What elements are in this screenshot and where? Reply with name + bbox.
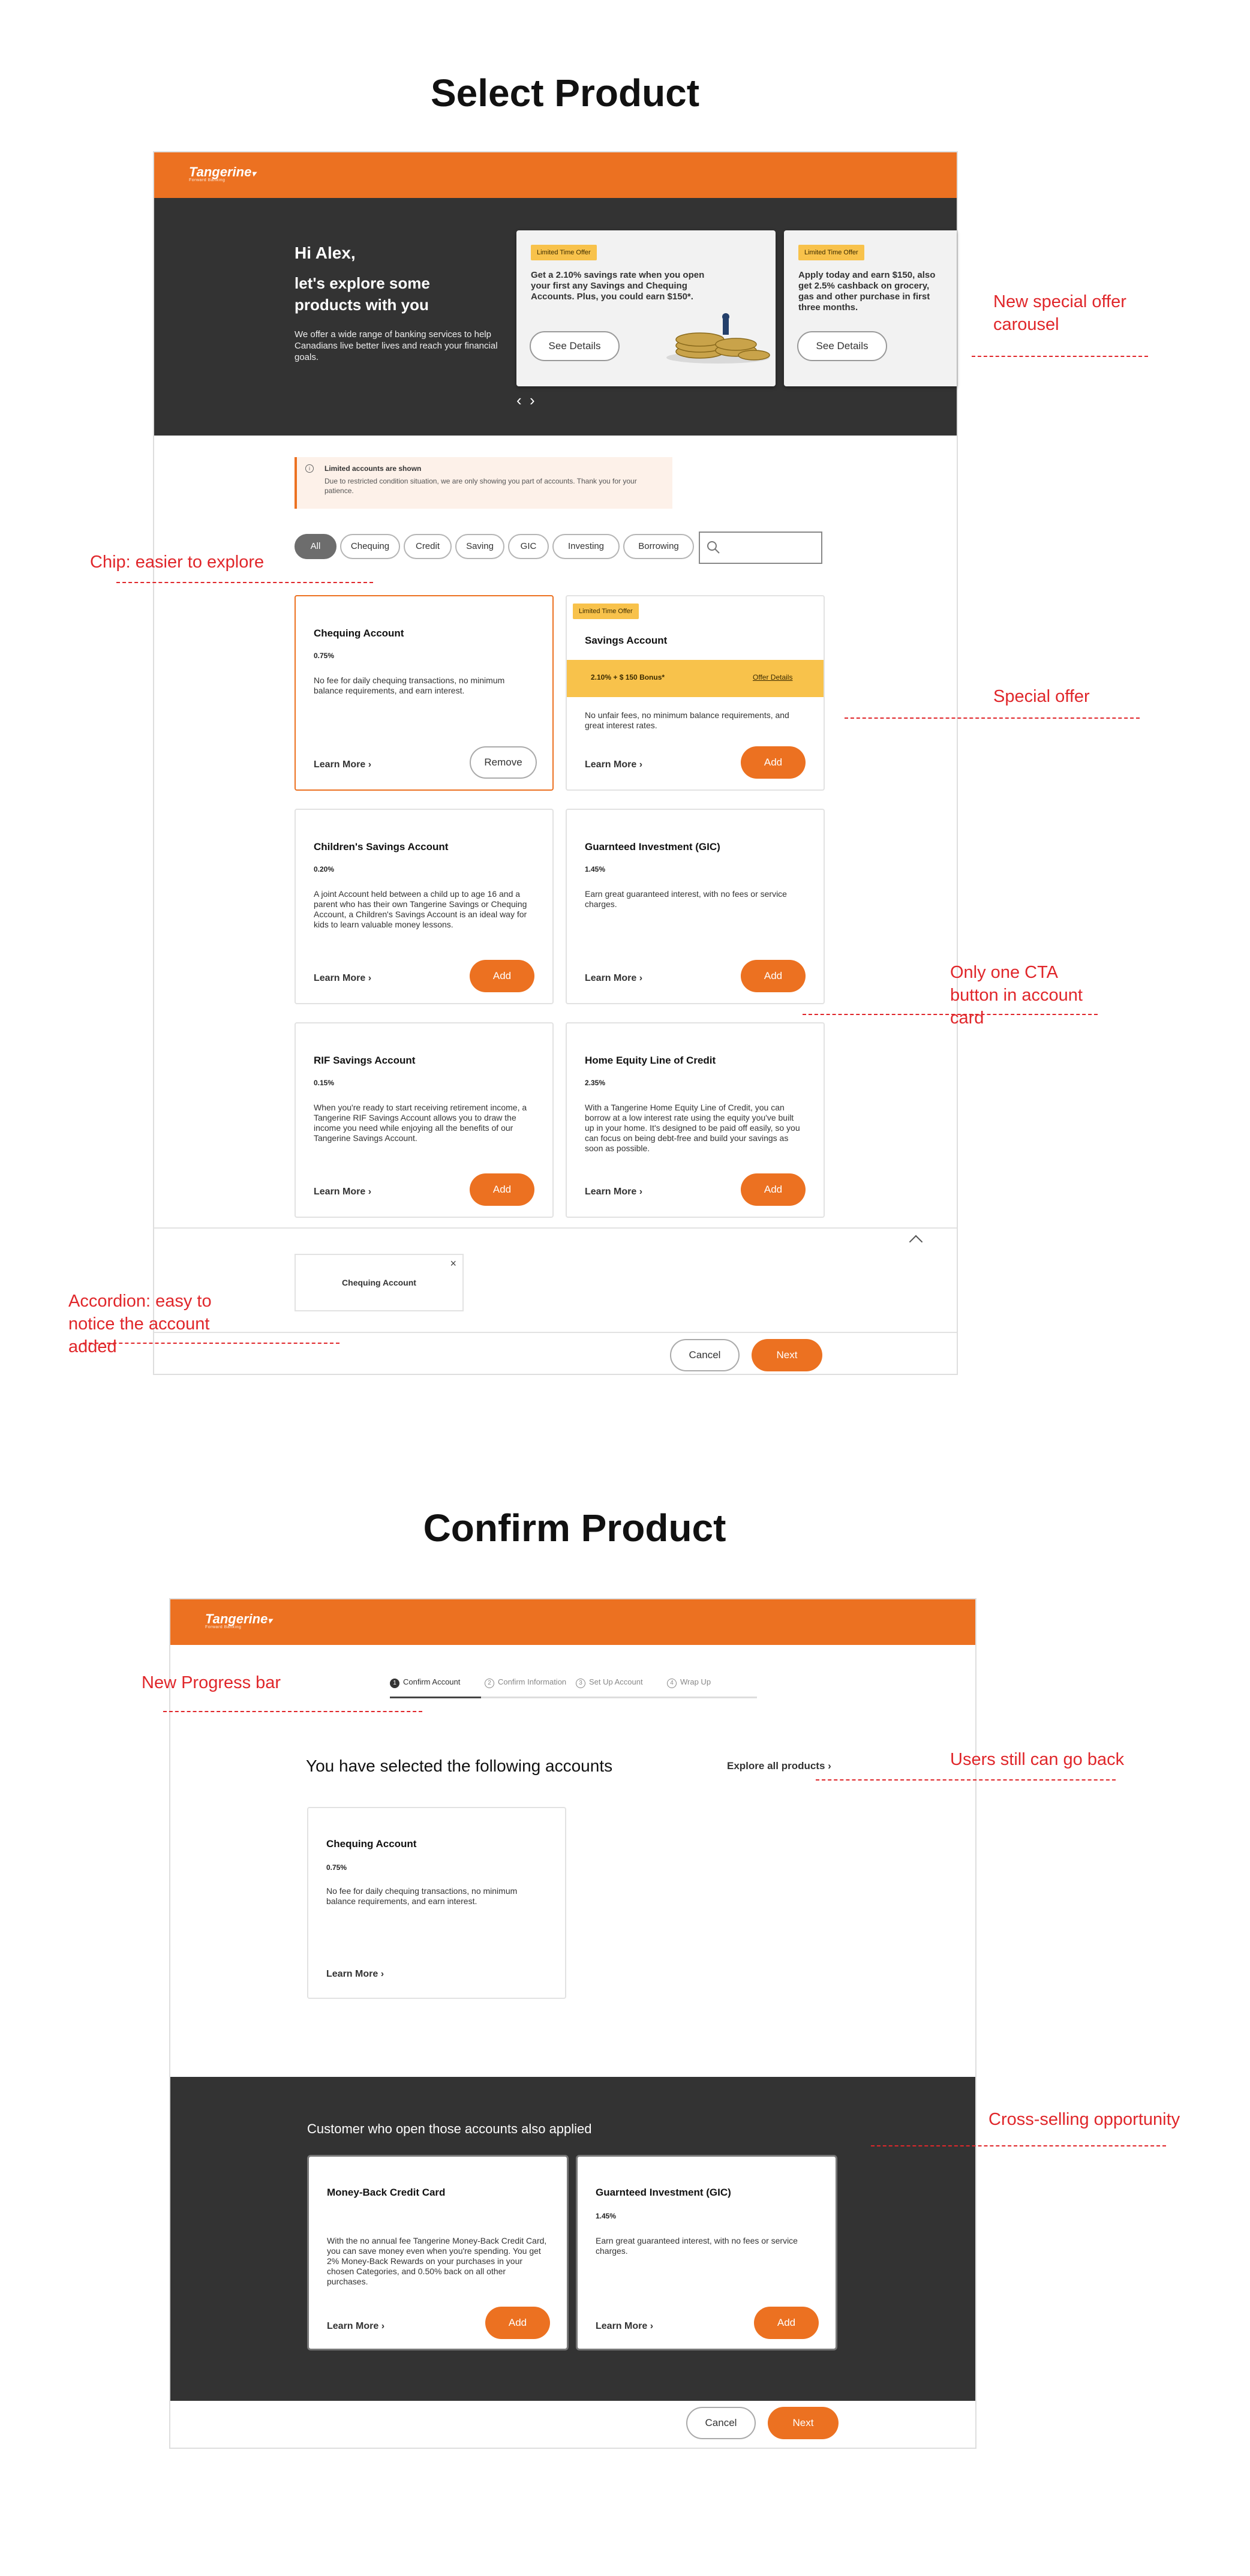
- see-details-button[interactable]: See Details: [797, 331, 887, 361]
- annotation-progress: New Progress bar: [142, 1673, 281, 1692]
- search-icon: [706, 540, 720, 554]
- annotation-line: [163, 1711, 422, 1712]
- product-desc: No fee for daily chequing transactions, no minimum balance requirements, and earn interest.: [314, 675, 505, 695]
- chip-borrowing[interactable]: Borrowing: [623, 534, 694, 559]
- cross-sell-panel: [170, 2077, 975, 2401]
- info-icon: i: [305, 464, 314, 473]
- product-rate: 1.45%: [596, 2212, 617, 2220]
- chevron-up-icon[interactable]: [909, 1235, 923, 1249]
- explore-all-products-link[interactable]: Explore all products ›: [727, 1760, 831, 1772]
- learn-more-link[interactable]: Learn More ›: [585, 759, 643, 770]
- product-name: Guarnteed Investment (GIC): [585, 841, 720, 852]
- add-button[interactable]: Add: [754, 2307, 819, 2339]
- header-bar: [170, 1599, 975, 1645]
- product-rate: 2.35%: [585, 1079, 606, 1087]
- product-name: Chequing Account: [314, 628, 404, 639]
- product-card-gic[interactable]: [566, 809, 825, 1004]
- product-rate: 0.75%: [314, 651, 335, 660]
- add-button[interactable]: Add: [741, 1173, 806, 1206]
- product-card-savings[interactable]: [566, 595, 825, 791]
- remove-button[interactable]: Remove: [470, 746, 537, 779]
- learn-more-link[interactable]: Learn More ›: [314, 759, 372, 770]
- selected-card-chequing: [307, 1807, 566, 1999]
- product-name: Children's Savings Account: [314, 841, 449, 852]
- product-desc: With a Tangerine Home Equity Line of Credit, you can borrow at a low interest rate using the equity you've built up in your home. It's designed to be paid off easily, so you can focus on being debt-free and build your savings as soon as possible.: [585, 1103, 800, 1153]
- learn-more-link[interactable]: Learn More ›: [326, 1969, 384, 1979]
- next-button[interactable]: Next: [752, 1339, 822, 1371]
- product-card-childrens-savings[interactable]: [295, 809, 554, 1004]
- learn-more-link[interactable]: Learn More ›: [585, 973, 643, 983]
- annotation-line: [116, 582, 373, 583]
- cancel-button[interactable]: Cancel: [670, 1339, 740, 1371]
- offer-text: Get a 2.10% savings rate when you open your first any Savings and Chequing Accounts. Plus, you could earn $150*.: [531, 270, 705, 302]
- product-name: Savings Account: [585, 635, 668, 646]
- product-desc: Earn great guaranteed interest, with no fees or service charges.: [596, 2236, 798, 2256]
- add-button[interactable]: Add: [470, 1173, 534, 1206]
- add-button[interactable]: Add: [741, 746, 806, 779]
- cancel-button[interactable]: Cancel: [686, 2407, 756, 2439]
- product-desc: A joint Account held between a child up to age 16 and a parent who has their own Tangerine Savings or Chequing Account, a Children's Savings Account is an ideal way for kids to learn valuable money lessons.: [314, 889, 527, 929]
- chevron-right-icon: ›: [368, 1187, 372, 1197]
- chip-chequing[interactable]: Chequing: [340, 534, 400, 559]
- hero-body: We offer a wide range of banking services to help Canadians live better lives and reach your financial goals.: [295, 329, 498, 362]
- annotation-line: [83, 1343, 339, 1344]
- product-desc: No fee for daily chequing transactions, no minimum balance requirements, and earn interest.: [326, 1886, 518, 1906]
- product-desc: When you're ready to start receiving retirement income, a Tangerine RIF Savings Account allows you to draw the income you need while enjoying all the benefits of our Tangerine Savings Account.: [314, 1103, 527, 1143]
- annotation-accordion: Accordion: easy to notice the account added: [68, 1292, 212, 1356]
- progress-fill: [390, 1697, 481, 1698]
- product-desc: No unfair fees, no minimum balance requirements, and great interest rates.: [585, 710, 789, 730]
- annotation-chip: Chip: easier to explore: [90, 553, 265, 572]
- product-desc: Earn great guaranteed interest, with no fees or service charges.: [585, 889, 787, 909]
- chevron-right-icon: ›: [639, 973, 643, 983]
- chevron-right-icon: ›: [639, 1187, 643, 1197]
- coins-illustration: [658, 307, 776, 367]
- product-name: Money-Back Credit Card: [327, 2187, 446, 2198]
- annotation-cross: Cross-selling opportunity: [988, 2110, 1180, 2129]
- product-card-heloc[interactable]: [566, 1022, 825, 1218]
- limited-notice: [295, 457, 672, 509]
- annotation-line: [803, 1014, 1098, 1015]
- limited-offer-tag: Limited Time Offer: [573, 604, 639, 619]
- section-title-select: Select Product: [430, 71, 700, 115]
- product-rate: 0.20%: [314, 865, 335, 873]
- search-input[interactable]: [699, 532, 822, 564]
- product-rate: 0.15%: [314, 1079, 335, 1087]
- add-button[interactable]: Add: [470, 960, 534, 992]
- chevron-right-icon: ›: [650, 2321, 654, 2331]
- section-title-confirm: Confirm Product: [423, 1506, 726, 1550]
- learn-more-link[interactable]: Learn More ›: [314, 973, 372, 983]
- offer-card-2: [784, 230, 957, 386]
- chevron-right-icon: ›: [639, 759, 643, 770]
- chevron-right-icon: ›: [828, 1760, 831, 1772]
- annotation-line: [816, 1779, 1116, 1781]
- header-bar: [154, 152, 957, 198]
- close-icon[interactable]: ×: [450, 1257, 456, 1269]
- confirm-product-frame: [169, 1598, 976, 2449]
- annotation-carousel: New special offer carousel: [993, 292, 1126, 334]
- annotation-back: Users still can go back: [950, 1750, 1125, 1769]
- tangerine-logo[interactable]: Tangerine▾ Forward Banking: [205, 1611, 272, 1629]
- added-account-label: Chequing Account: [342, 1278, 416, 1287]
- product-card-rif-savings[interactable]: [295, 1022, 554, 1218]
- chevron-right-icon: ›: [380, 1969, 384, 1979]
- cross-sell-title: Customer who open those accounts also applied: [307, 2121, 592, 2136]
- annotation-line: [972, 356, 1148, 357]
- see-details-button[interactable]: See Details: [530, 331, 620, 361]
- accordion-divider: [154, 1227, 957, 1229]
- product-rate: 1.45%: [585, 865, 606, 873]
- footer-divider: [154, 1332, 957, 1333]
- annotation-special: Special offer: [993, 687, 1090, 706]
- notice-body: Due to restricted condition situation, we are only showing you part of accounts. Thank you for your patience.: [324, 477, 637, 495]
- annotation-line: [871, 2145, 1166, 2146]
- chevron-right-icon: ›: [368, 759, 372, 770]
- added-account-chip: [295, 1254, 464, 1311]
- cross-card-credit-card: [307, 2155, 569, 2350]
- progress-step-confirm-information: 2 Confirm Information: [485, 1677, 566, 1688]
- product-name: Guarnteed Investment (GIC): [596, 2187, 731, 2198]
- tangerine-logo[interactable]: Tangerine▾ Forward Banking: [189, 164, 256, 182]
- hero-headline: let's explore some products with you: [295, 274, 430, 314]
- offer-details-link[interactable]: Offer Details: [753, 673, 793, 681]
- offer-text: Apply today and earn $150, also get 2.5% cashback on grocery, gas and other purchase in first three months.: [798, 270, 936, 313]
- cross-card-gic: [576, 2155, 837, 2350]
- product-name: RIF Savings Account: [314, 1055, 416, 1066]
- learn-more-link[interactable]: Learn More ›: [585, 1187, 643, 1197]
- chevron-right-icon: ›: [368, 973, 372, 983]
- hero-greeting: Hi Alex,: [295, 244, 356, 262]
- progress-step-wrap-up: 4 Wrap Up: [667, 1677, 711, 1688]
- selected-heading: You have selected the following accounts: [306, 1757, 613, 1775]
- chip-credit[interactable]: Credit: [404, 534, 452, 559]
- hero-banner: [154, 198, 957, 436]
- limited-offer-tag: Limited Time Offer: [798, 245, 864, 260]
- add-button[interactable]: Add: [485, 2307, 550, 2339]
- learn-more-link[interactable]: Learn More ›: [327, 2321, 385, 2331]
- chip-all[interactable]: All: [295, 534, 336, 559]
- progress-step-set-up-account: 3 Set Up Account: [576, 1677, 643, 1688]
- limited-offer-tag: Limited Time Offer: [531, 245, 597, 260]
- next-button[interactable]: Next: [768, 2407, 839, 2439]
- product-name: Home Equity Line of Credit: [585, 1055, 716, 1066]
- annotation-cta: Only one CTA button in account card: [950, 963, 1083, 1028]
- learn-more-link[interactable]: Learn More ›: [314, 1187, 372, 1197]
- chevron-right-icon: ›: [381, 2321, 385, 2331]
- promo-rate: 2.10% + $ 150 Bonus*: [591, 673, 665, 681]
- notice-title: Limited accounts are shown: [324, 464, 422, 473]
- progress-step-confirm-account: 1 Confirm Account: [390, 1677, 460, 1688]
- select-product-frame: [153, 151, 958, 1375]
- add-button[interactable]: Add: [741, 960, 806, 992]
- carousel-next-button[interactable]: ›: [530, 391, 535, 409]
- product-desc: With the no annual fee Tangerine Money-Back Credit Card, you can save money even when you're spending. You get 2% Money-Back Rewards on your purchases in your chosen Categories, and 0.50% back on all other purchases.: [327, 2236, 547, 2286]
- carousel-prev-button[interactable]: ‹: [516, 391, 522, 409]
- annotation-line: [845, 717, 1140, 719]
- offer-card-1: [516, 230, 776, 386]
- chip-saving[interactable]: Saving: [455, 534, 504, 559]
- product-name: Chequing Account: [326, 1838, 417, 1850]
- promo-band: [567, 660, 824, 697]
- learn-more-link[interactable]: Learn More ›: [596, 2321, 654, 2331]
- product-card-chequing[interactable]: [295, 595, 554, 791]
- chip-gic[interactable]: GIC: [508, 534, 549, 559]
- product-rate: 0.75%: [326, 1863, 347, 1872]
- chip-investing[interactable]: Investing: [552, 534, 620, 559]
